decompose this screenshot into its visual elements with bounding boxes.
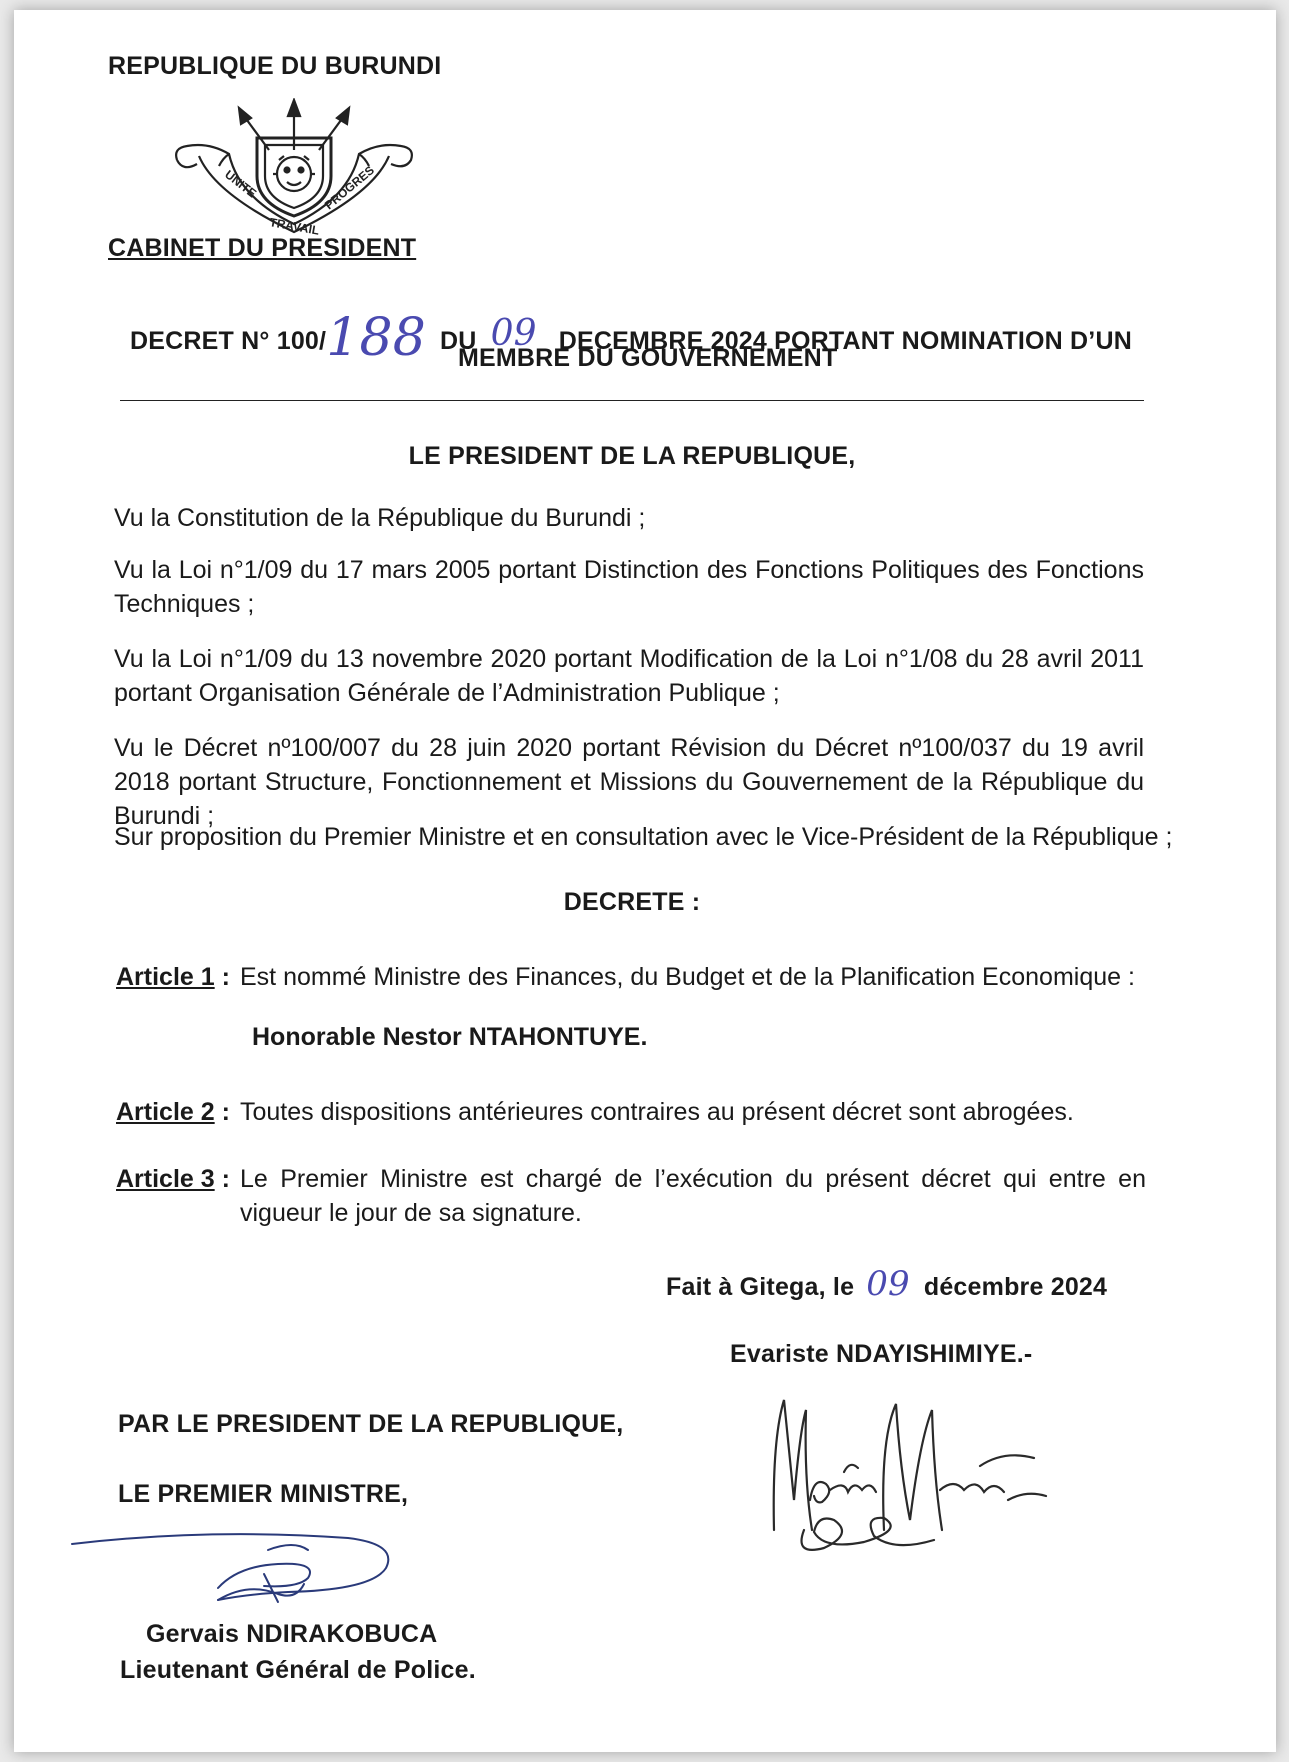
decrete-heading: DECRETE :	[563, 888, 701, 916]
coat-of-arms-icon	[169, 98, 419, 238]
preamble-item: Vu le Décret nº100/007 du 28 juin 2020 portant Révision du Décret nº100/037 du 19 avril 2018 portant Structure, Fonctionnement et Missions du Gouvernement de la République du Burundi ;	[114, 734, 1144, 830]
preamble-item: Vu la Constitution de la République du Burundi ;	[114, 504, 646, 532]
president-name: Evariste NDAYISHIMIYE.-	[730, 1340, 1033, 1368]
date-suffix: décembre 2024	[923, 1273, 1108, 1301]
article-3-text: Le Premier Ministre est chargé de l’exécution du présent décret qui entre en vigueur le jour de sa signature.	[240, 1165, 1146, 1227]
decree-du: DU	[440, 327, 477, 355]
pm-rank: Lieutenant Général de Police.	[120, 1656, 476, 1684]
handwritten-decree-day: 09	[490, 313, 537, 354]
place-date	[666, 1264, 1107, 1304]
document-page	[14, 10, 1276, 1752]
article-1-text: Est nommé Ministre des Finances, du Budget et de la Planification Economique :	[240, 963, 1135, 991]
article-1-label	[116, 960, 230, 994]
article-label: Article 2	[116, 1098, 215, 1126]
pm-name: Gervais NDIRAKOBUCA	[146, 1620, 438, 1648]
place-prefix: Fait à Gitega, le	[666, 1273, 855, 1301]
cabinet-heading: CABINET DU PRESIDENT	[108, 234, 417, 262]
handwritten-sign-day: 09	[866, 1264, 910, 1304]
decree-title-rest: DECEMBRE 2024 PORTANT NOMINATION D’UN	[558, 327, 1132, 355]
article-sep: :	[214, 1165, 230, 1193]
title-divider	[120, 400, 1144, 401]
article-3-label	[116, 1162, 230, 1196]
article-sep: :	[214, 1098, 230, 1126]
countersign-line1: PAR LE PRESIDENT DE LA REPUBLIQUE,	[118, 1410, 624, 1438]
motto-unite: UNITE	[222, 167, 260, 201]
prime-minister-signature-icon	[68, 1510, 408, 1610]
president-signature-icon	[764, 1380, 1094, 1560]
preamble-item: Sur proposition du Premier Ministre et en consultation avec le Vice-Président de la République ;	[114, 823, 1173, 851]
article-sep: :	[214, 963, 230, 991]
motto-progres: PROGRES	[321, 162, 377, 213]
article-2-text: Toutes dispositions antérieures contraires au présent décret sont abrogées.	[240, 1098, 1074, 1126]
article-2-label	[116, 1095, 230, 1129]
preamble-heading: LE PRESIDENT DE LA REPUBLIQUE,	[408, 442, 856, 470]
nominee-name: Honorable Nestor NTAHONTUYE.	[252, 1023, 648, 1051]
preamble-item: Vu la Loi n°1/09 du 17 mars 2005 portant Distinction des Fonctions Politiques des Fonctions Techniques ;	[114, 556, 1144, 618]
motto-travail: TRAVAIL	[268, 215, 321, 238]
countersign-line2: LE PREMIER MINISTRE,	[118, 1480, 409, 1508]
article-label: Article 3	[116, 1165, 215, 1193]
decree-title-line2: MEMBRE DU GOUVERNEMENT	[458, 344, 838, 372]
decree-number-prefix: DECRET N° 100/	[130, 327, 327, 355]
preamble-item: Vu la Loi n°1/09 du 13 novembre 2020 portant Modification de la Loi n°1/08 du 28 avril 2011 portant Organisation Générale de l’Administration Publique ;	[114, 645, 1144, 707]
article-label: Article 1	[116, 963, 215, 991]
handwritten-decree-number: 188	[326, 308, 427, 368]
republic-heading: REPUBLIQUE DU BURUNDI	[108, 52, 442, 80]
